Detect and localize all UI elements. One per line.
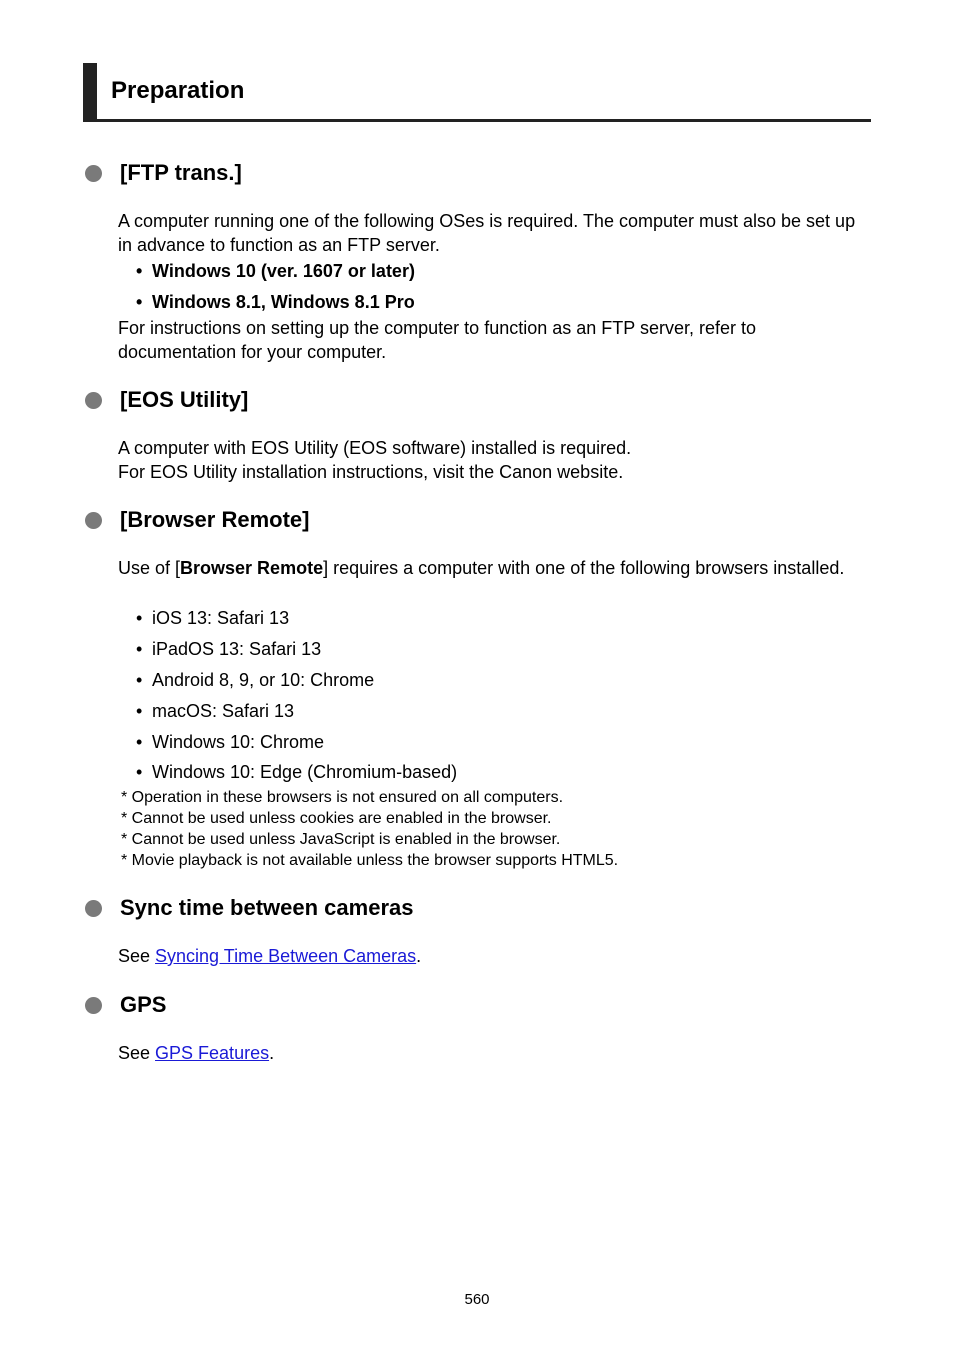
list-item: • iOS 13: Safari 13 xyxy=(136,608,290,628)
section-bullet-icon xyxy=(85,997,102,1014)
section-title: GPS xyxy=(120,992,167,1017)
bullet-icon: • xyxy=(136,732,143,752)
browser-note: * Cannot be used unless cookies are enabled in the browser. xyxy=(121,810,552,827)
browser-note: * Movie playback is not available unless the browser supports HTML5. xyxy=(121,852,619,869)
sync-see-line: See Syncing Time Between Cameras. xyxy=(118,946,422,966)
section-title: Sync time between cameras xyxy=(120,895,414,920)
browser-note: * Operation in these browsers is not ensured on all computers. xyxy=(121,789,564,806)
page-title: Preparation xyxy=(111,77,245,104)
list-item: • macOS: Safari 13 xyxy=(136,701,295,721)
list-item: • Windows 10: Chrome xyxy=(136,732,325,752)
section-title: [EOS Utility] xyxy=(120,387,249,412)
header-accent-bar xyxy=(83,63,97,119)
header-rule xyxy=(83,119,871,122)
bullet-icon: • xyxy=(136,608,143,628)
eos-line-1: A computer with EOS Utility (EOS software) installed is required. xyxy=(118,438,632,458)
bullet-icon: • xyxy=(136,762,143,782)
bullet-icon: • xyxy=(136,670,143,690)
list-item: • Android 8, 9, or 10: Chrome xyxy=(136,670,375,690)
bullet-icon: • xyxy=(136,701,143,721)
section-bullet-icon xyxy=(85,900,102,917)
ftp-intro: A computer running one of the following OSes is required. The computer must also be set up in advance to function as an FTP server. xyxy=(118,211,856,255)
list-item: • iPadOS 13: Safari 13 xyxy=(136,639,322,659)
section-title: [FTP trans.] xyxy=(120,160,242,185)
gps-features-link[interactable]: GPS Features xyxy=(155,1043,270,1063)
browser-intro: Use of [Browser Remote] requires a computer with one of the following browsers installed. xyxy=(118,558,845,578)
section-bullet-icon xyxy=(85,165,102,182)
bullet-icon: • xyxy=(136,261,143,281)
gps-see-line: See GPS Features. xyxy=(118,1043,275,1063)
section-bullet-icon xyxy=(85,512,102,529)
page-header xyxy=(83,63,871,122)
page-number: 560 xyxy=(464,1291,490,1308)
list-item: • Windows 8.1, Windows 8.1 Pro xyxy=(136,292,415,312)
section-title: [Browser Remote] xyxy=(120,507,310,532)
eos-line-2: For EOS Utility installation instructions, visit the Canon website. xyxy=(118,462,624,482)
bullet-icon: • xyxy=(136,639,143,659)
syncing-time-link[interactable]: Syncing Time Between Cameras xyxy=(155,946,417,966)
list-item: • Windows 10 (ver. 1607 or later) xyxy=(136,261,415,281)
bullet-icon: • xyxy=(136,292,143,312)
section-bullet-icon xyxy=(85,392,102,409)
browser-note: * Cannot be used unless JavaScript is enabled in the browser. xyxy=(121,831,561,848)
ftp-outro: For instructions on setting up the computer to function as an FTP server, refer to documentation for your computer. xyxy=(118,318,756,362)
list-item: • Windows 10: Edge (Chromium-based) xyxy=(136,762,458,782)
